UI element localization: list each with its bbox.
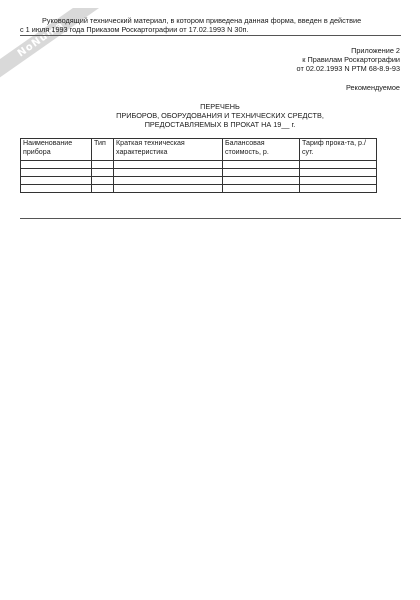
column-header: Тариф прока-та, р./сут. (300, 139, 377, 161)
top-divider (20, 35, 401, 36)
appendix-reference (297, 46, 400, 73)
table-cell (92, 161, 114, 169)
table-row (21, 161, 377, 169)
table-cell (114, 177, 223, 185)
equipment-table (20, 138, 377, 193)
document-title (20, 103, 420, 130)
table-cell (92, 169, 114, 177)
appendix-line-1: Приложение 2 (351, 46, 400, 55)
watermark-text: NoNuma (0, 8, 107, 78)
table-row (21, 177, 377, 185)
table-cell (92, 185, 114, 193)
header-note-line-2: с 1 июля 1993 года Приказом Роскартографии от 17.02.1993 N 30п. (20, 25, 249, 35)
table-cell (21, 169, 92, 177)
table-row (21, 169, 377, 177)
table-cell (21, 177, 92, 185)
table-cell (300, 185, 377, 193)
column-header: Краткая техническая характеристика (114, 139, 223, 161)
table-row (21, 185, 377, 193)
header-note-line-1: Руководящий технический материал, в котором приведена данная форма, введен в действие (42, 16, 362, 25)
table-cell (114, 161, 223, 169)
table-cell (223, 185, 300, 193)
title-line-3: ПРЕДОСТАВЛЯЕМЫХ В ПРОКАТ НА 19__ г. (144, 119, 296, 129)
title-line-1: ПЕРЕЧЕНЬ (200, 102, 240, 111)
table-cell (114, 185, 223, 193)
column-header: Балансовая стоимость, р. (223, 139, 300, 161)
table-cell (21, 161, 92, 169)
column-header: Наименование прибора (21, 139, 92, 161)
table-cell (300, 169, 377, 177)
table-cell (223, 177, 300, 185)
table-cell (92, 177, 114, 185)
header-note (20, 16, 400, 34)
table-cell (223, 161, 300, 169)
bottom-divider (20, 218, 401, 219)
table-cell (300, 177, 377, 185)
table-cell (223, 169, 300, 177)
title-line-2: ПРИБОРОВ, ОБОРУДОВАНИЯ И ТЕХНИЧЕСКИХ СРЕДСТВ, (116, 110, 324, 120)
table-cell (21, 185, 92, 193)
column-header: Тип (92, 139, 114, 161)
appendix-line-2: к Правилам Роскартографии (302, 55, 400, 65)
recommended-label: Рекомендуемое (345, 83, 400, 92)
table-cell (300, 161, 377, 169)
table-header-row (21, 139, 377, 161)
table-cell (114, 169, 223, 177)
appendix-line-3: от 02.02.1993 N РТМ 68-8.9-93 (296, 64, 400, 74)
